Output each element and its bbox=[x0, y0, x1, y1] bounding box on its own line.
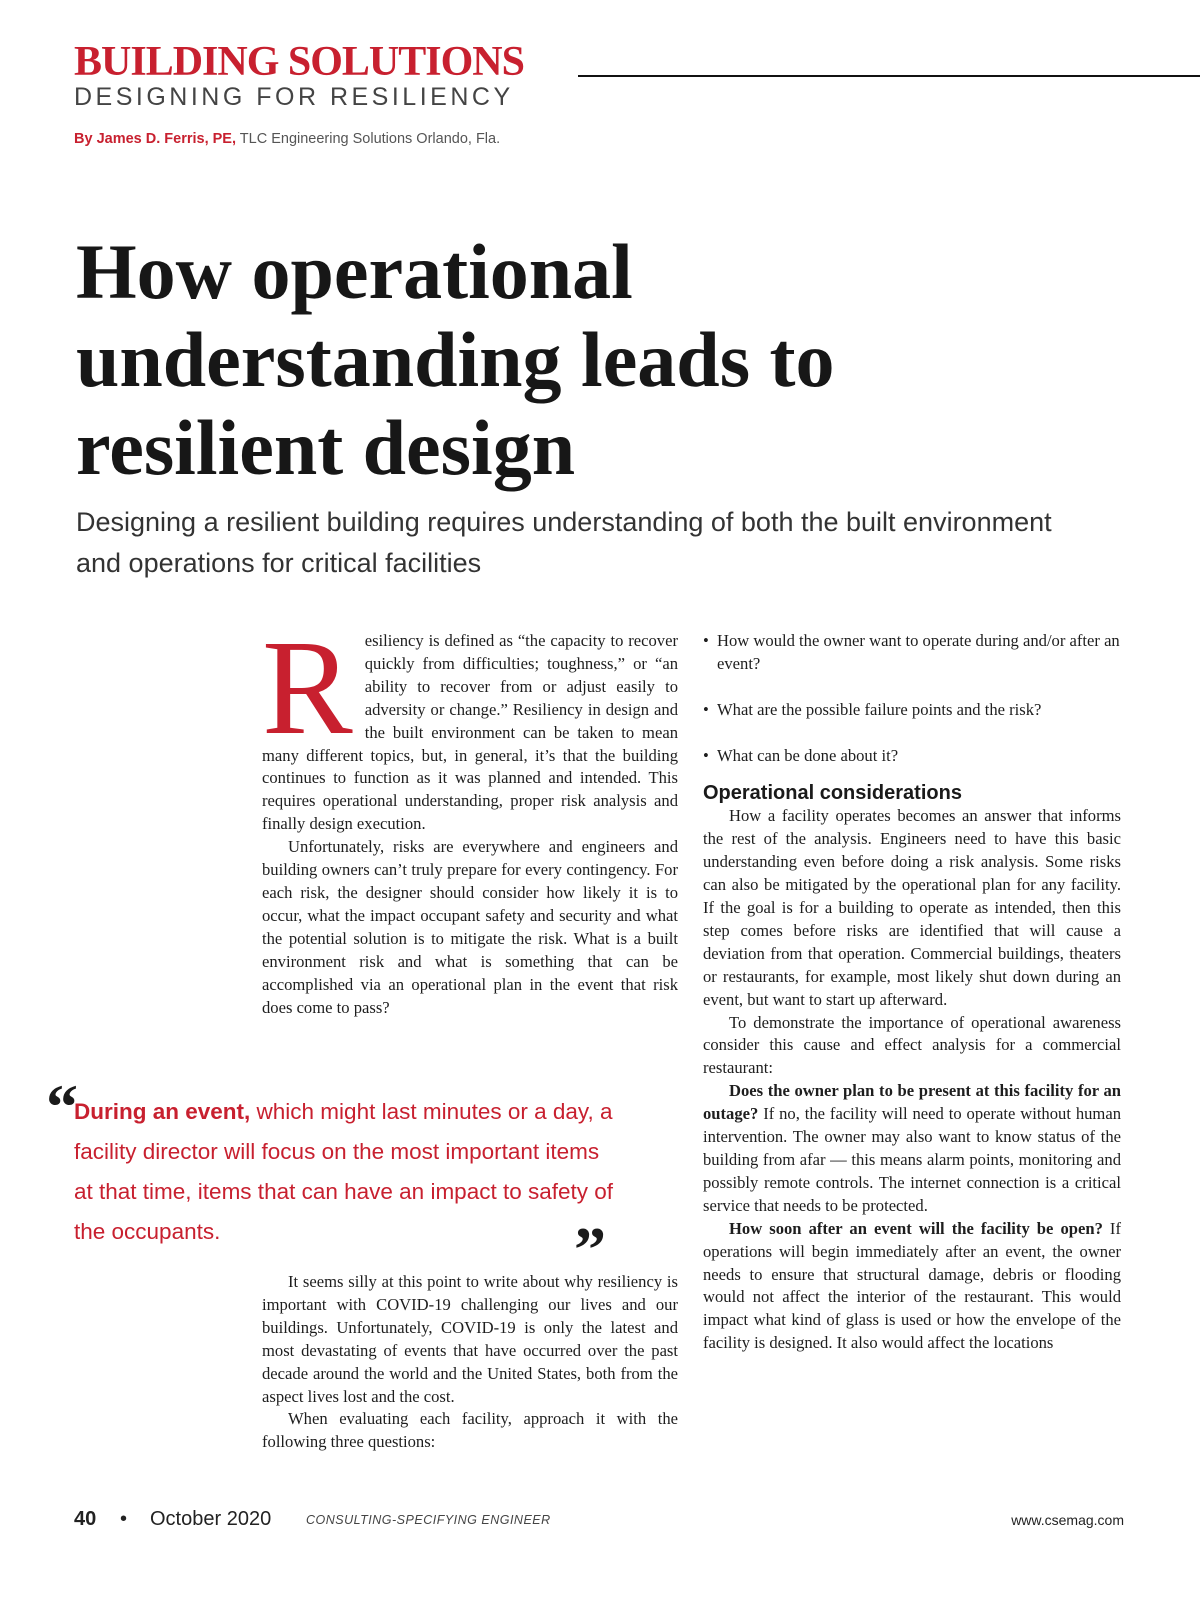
pull-quote-lead: During an event, bbox=[74, 1099, 251, 1124]
bullet-icon: • bbox=[703, 631, 709, 650]
issue-date: October 2020 bbox=[150, 1508, 272, 1530]
byline-affiliation: TLC Engineering Solutions Orlando, Fla. bbox=[239, 131, 501, 147]
list-item bbox=[703, 699, 1121, 722]
body-paragraph: It seems silly at this point to write about why resiliency is important with COVID-19 challenging our lives and our buildings. Unfortunately, COVID-19 is only the latest and most devastating of events that have occurred over the past decade around the world and the United States, both from the aspect lives lost and the cost. bbox=[262, 1272, 678, 1406]
body-paragraph-text: esiliency is defined as “the capacity to recover quickly from difficulties; toughness,” or “an ability to recover from or adjust easily to adversity or change.” Resiliency in design and the built environment can be taken to mean many different topics, but, in general, it’s that the building continues to function as it was planned and intended. This requires operational understanding, proper risk analysis and finally design execution. bbox=[262, 631, 678, 834]
body-column-left-top bbox=[262, 613, 678, 1019]
byline bbox=[74, 131, 500, 147]
body-paragraph: When evaluating each facility, approach it with the following three questions: bbox=[262, 1409, 678, 1452]
list-item-text: How would the owner want to operate during and/or after an event? bbox=[717, 631, 1120, 673]
article-headline: How operational understanding leads to resilient design bbox=[76, 228, 835, 491]
bullet-icon: • bbox=[703, 699, 709, 719]
publication-name: CONSULTING-SPECIFYING ENGINEER bbox=[306, 1513, 551, 1527]
section-title: BUILDING SOLUTIONS bbox=[74, 39, 524, 85]
question-answer: If operations will begin immediately after an event, the owner needs to ensure that structural damage, debris or flooding would not affect the interior of the restaurant. This would impact what kind of glass is used or how the envelope of the facility is designed. It also would affect the locations bbox=[703, 1218, 1121, 1353]
footer-separator: • bbox=[120, 1508, 128, 1530]
subheading-operational-considerations: Operational considerations bbox=[703, 782, 962, 805]
body-paragraph bbox=[262, 613, 678, 836]
quote-open-mark: “ bbox=[46, 1071, 78, 1142]
body-paragraph bbox=[703, 1080, 1121, 1217]
body-column-right bbox=[703, 630, 1121, 1355]
pull-quote bbox=[74, 1092, 614, 1252]
page-number: 40 bbox=[74, 1508, 97, 1530]
list-item-text: What can be done about it? bbox=[717, 745, 899, 765]
body-paragraph: Unfortunately, risks are everywhere and engineers and building owners can’t truly prepare for every contingency. For each risk, the designer should consider how likely it is to occur, what the impact occupant safety and security and what the potential solution is to mitigate the risk. What is a built environment risk and what is something that can be accomplished via an operational plan in the event that risk does come to pass? bbox=[262, 837, 678, 1017]
pull-quote-text: which might last minutes or a day, a facility director will focus on the most important items at that time, items that can have an impact to safety of the occupants. bbox=[74, 1099, 614, 1244]
body-paragraph: To demonstrate the importance of operational awareness consider this cause and effect analysis for a commercial restaurant: bbox=[703, 1012, 1121, 1078]
section-subtitle: DESIGNING FOR RESILIENCY bbox=[74, 83, 514, 111]
question-lead: How soon after an event will the facility be open? bbox=[729, 1218, 1103, 1238]
body-column-left-bottom bbox=[262, 1271, 678, 1454]
publication-url: www.csemag.com bbox=[1011, 1512, 1124, 1528]
bullet-icon: • bbox=[703, 745, 709, 765]
question-answer: If no, the facility will need to operate without human intervention. The owner may also want to know status of the building from afar — this means alarm points, monitoring and possibly remote controls. The internet connection is a critical service that needs to be protected. bbox=[703, 1104, 1121, 1215]
list-item bbox=[703, 630, 1121, 676]
question-list bbox=[703, 630, 1121, 767]
body-paragraph: How a facility operates becomes an answer that informs the rest of the analysis. Engineers need to have this basic understanding even before doing a risk analysis. Some risks can also be mitigated by the operational plan for any facility. If the goal is for a building to operate as intended, then this step comes before risks are identified that will cause a deviation from that operation. Commercial buildings, theaters or restaurants, for example, most likely shut down during an event, but want to start up afterward. bbox=[703, 806, 1121, 1009]
byline-author: By James D. Ferris, PE, bbox=[74, 131, 236, 147]
header-rule bbox=[578, 75, 1200, 77]
quote-close-mark: ” bbox=[574, 1214, 606, 1285]
body-paragraph bbox=[703, 1218, 1121, 1355]
list-item-text: What are the possible failure points and the risk? bbox=[717, 699, 1042, 719]
article-dek: Designing a resilient building requires understanding of both the built environment and operations for critical facilities bbox=[76, 507, 1052, 578]
question-lead: Does the owner plan to be present at this facility for an outage? bbox=[703, 1081, 1121, 1124]
list-item bbox=[703, 745, 1121, 768]
drop-cap: R bbox=[262, 613, 353, 763]
